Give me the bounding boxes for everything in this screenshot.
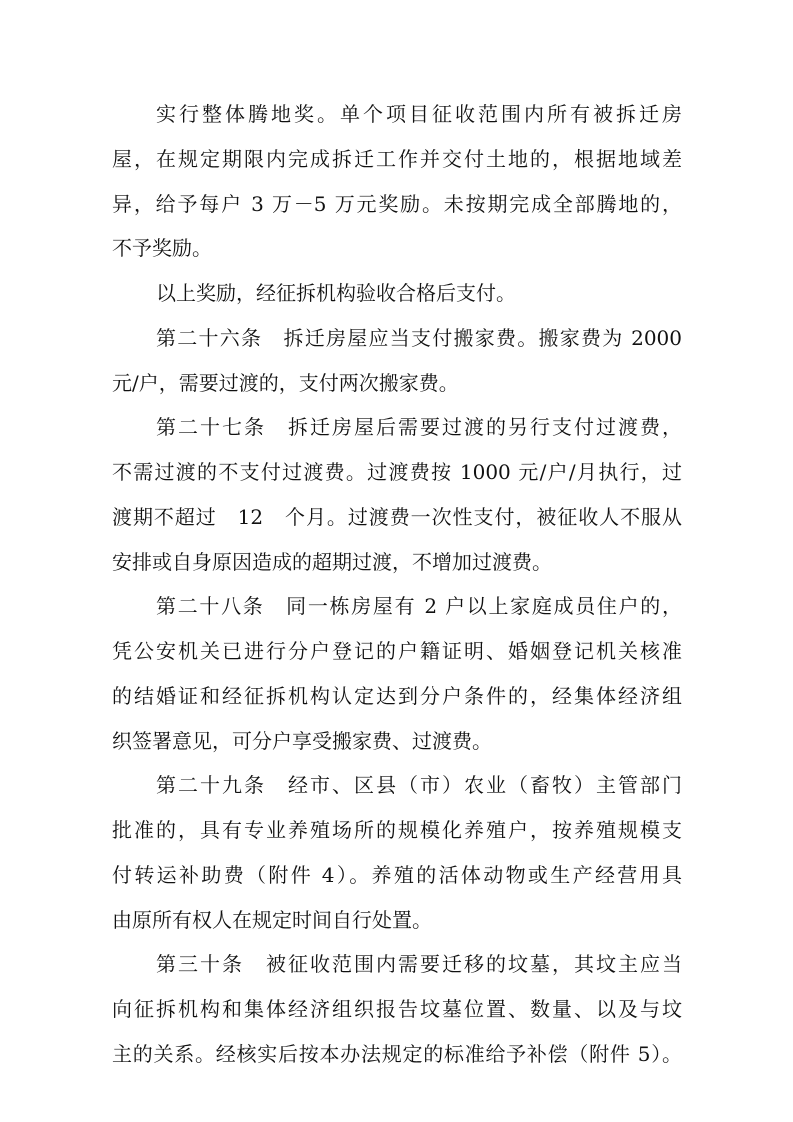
text-line: 元/户，需要过渡的，支付两次搬家费。 bbox=[112, 371, 459, 395]
text-line: 由原所有权人在规定时间自行处置。 bbox=[112, 908, 432, 932]
article-29-heading-line: 第二十九条 经市、区县（市）农业（畜牧）主管部门 bbox=[156, 773, 682, 797]
text-line: 以上奖励，经征拆机构验收合格后支付。 bbox=[156, 281, 516, 305]
text-line: 付转运补助费（附件 4）。养殖的活体动物或生产经营用具 bbox=[112, 863, 682, 887]
article-28-heading-line: 第二十八条 同一栋房屋有 2 户以上家庭成员住户的， bbox=[156, 594, 682, 618]
text-line: 异，给予每户 3 万－5 万元奖励。未按期完成全部腾地的， bbox=[112, 192, 682, 216]
text-line: 织签署意见，可分户享受搬家费、过渡费。 bbox=[112, 729, 492, 753]
text-line: 屋，在规定期限内完成拆迁工作并交付土地的，根据地域差 bbox=[112, 147, 682, 171]
text-line: 向征拆机构和集体经济组织报告坟墓位置、数量、以及与坟 bbox=[112, 997, 682, 1021]
text-line: 渡期不超过 12 个月。过渡费一次性支付，被征收人不服从 bbox=[112, 505, 682, 529]
article-26-heading-line: 第二十六条 拆迁房屋应当支付搬家费。搬家费为 2000 bbox=[156, 326, 682, 350]
text-line: 主的关系。经核实后按本办法规定的标准给予补偿（附件 5）。 bbox=[112, 1042, 682, 1066]
text-line: 实行整体腾地奖。单个项目征收范围内所有被拆迁房 bbox=[156, 102, 682, 126]
text-line: 不予奖励。 bbox=[112, 236, 212, 260]
text-line: 不需过渡的不支付过渡费。过渡费按 1000 元/户/月执行，过 bbox=[112, 460, 682, 484]
text-line: 凭公安机关已进行分户登记的户籍证明、婚姻登记机关核准 bbox=[112, 639, 682, 663]
article-30-heading-line: 第三十条 被征收范围内需要迁移的坟墓，其坟主应当 bbox=[156, 952, 682, 976]
article-27-heading-line: 第二十七条 拆迁房屋后需要过渡的另行支付过渡费， bbox=[156, 415, 682, 439]
text-line: 批准的，具有专业养殖场所的规模化养殖户，按养殖规模支 bbox=[112, 818, 682, 842]
text-line: 的结婚证和经征拆机构认定达到分户条件的，经集体经济组 bbox=[112, 684, 682, 708]
text-line: 安排或自身原因造成的超期过渡，不增加过渡费。 bbox=[112, 550, 552, 574]
